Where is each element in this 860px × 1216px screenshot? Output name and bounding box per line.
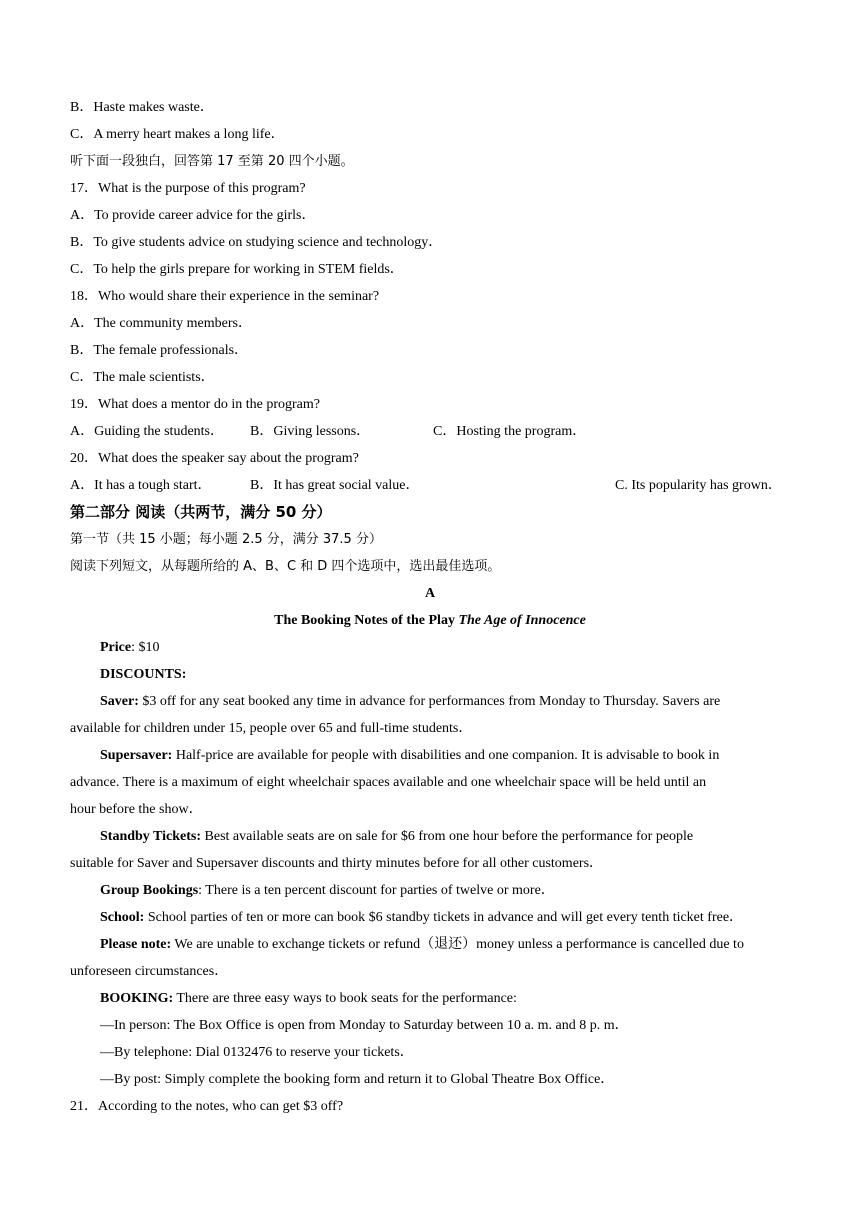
booking-text: There are three easy ways to book seats for the performance: — [173, 991, 517, 1006]
note-line-1 — [100, 936, 744, 954]
section-subtitle: 第一节（共 15 小题；每小题 2.5 分，满分 37.5 分） — [70, 532, 382, 547]
supersaver-line-3: hour before the show． — [70, 802, 203, 817]
discounts-heading: DISCOUNTS: — [100, 667, 187, 682]
question-21: 21．According to the notes, who can get $3 off? — [70, 1099, 344, 1114]
q20-option-c: C. Its popularity has grown． — [615, 478, 782, 493]
booking-line — [100, 990, 517, 1008]
saver-line-2: available for children under 15, people over 65 and full-time students． — [70, 721, 473, 736]
passage-title-play: The Age of Innocence — [458, 613, 586, 628]
standby-line-2: suitable for Saver and Supersaver discounts and thirty minutes before for all other customers． — [70, 856, 604, 871]
saver-label: Saver: — [100, 694, 139, 709]
question-17: 17．What is the purpose of this program? — [70, 181, 306, 196]
question-20: 20．What does the speaker say about the program? — [70, 451, 359, 466]
saver-text: $3 off for any seat booked any time in advance for performances from Monday to Thursday. Savers are — [138, 694, 721, 709]
question-19: 19．What does a mentor do in the program? — [70, 397, 320, 412]
q18-option-c: C．The male scientists． — [70, 370, 215, 385]
group-text: : There is a ten percent discount for parties of twelve or more． — [198, 883, 555, 898]
booking-label: BOOKING: — [100, 991, 174, 1006]
q19-option-c: C．Hosting the program． — [433, 424, 587, 439]
group-line — [100, 882, 555, 900]
supersaver-line-2: advance. There is a maximum of eight wheelchair spaces available and one wheelchair space will be held until an — [70, 775, 707, 790]
group-label: Group Bookings — [100, 883, 199, 898]
price-label: Price — [100, 640, 132, 655]
passage-letter: A — [424, 586, 436, 601]
q17-option-b: B．To give students advice on studying science and technology． — [70, 235, 443, 250]
booking-way-in-person: —In person: The Box Office is open from Monday to Saturday between 10 a. m. and 8 p. m． — [100, 1018, 629, 1033]
q18-option-b: B．The female professionals． — [70, 343, 249, 358]
q20-option-a: A．It has a tough start． — [70, 478, 212, 493]
note-line-2: unforeseen circumstances． — [70, 964, 229, 979]
supersaver-label: Supersaver: — [100, 748, 173, 763]
listening-instruction: 听下面一段独白，回答第 17 至第 20 四个小题。 — [70, 154, 354, 169]
q19-option-a: A．Guiding the students． — [70, 424, 224, 439]
supersaver-text: Half-price are available for people with disabilities and one companion. It is advisable to book in — [172, 748, 720, 763]
standby-line-1 — [100, 828, 693, 846]
q19-option-b: B．Giving lessons． — [250, 424, 371, 439]
question-18: 18．Who would share their experience in the seminar? — [70, 289, 380, 304]
booking-way-telephone: —By telephone: Dial 0132476 to reserve your tickets． — [100, 1045, 414, 1060]
section-title: 第二部分 阅读（共两节，满分 50 分） — [70, 503, 332, 521]
reading-instruction: 阅读下列短文，从每题所给的 A、B、C 和 D 四个选项中，选出最佳选项。 — [70, 559, 501, 574]
price-value: : $10 — [131, 640, 160, 655]
school-label: School: — [100, 910, 145, 925]
note-text: We are unable to exchange tickets or refund（退还）money unless a performance is cancelled due to — [171, 937, 744, 952]
supersaver-line-1 — [100, 747, 719, 765]
passage-title-prefix: The Booking Notes of the Play — [274, 613, 459, 628]
school-line — [100, 909, 743, 927]
q17-option-c: C．To help the girls prepare for working in STEM fields． — [70, 262, 404, 277]
school-text: School parties of ten or more can book $6 standby tickets in advance and will get every tenth ticket free． — [144, 910, 744, 925]
saver-line-1 — [100, 693, 720, 711]
q17-option-a: A．To provide career advice for the girls． — [70, 208, 316, 223]
q16-option-b: B．Haste makes waste． — [70, 100, 214, 115]
q20-option-b: B．It has great social value． — [250, 478, 420, 493]
note-label: Please note: — [100, 937, 172, 952]
q16-option-c: C．A merry heart makes a long life． — [70, 127, 285, 142]
standby-text: Best available seats are on sale for $6 from one hour before the performance for people — [201, 829, 694, 844]
passage-title — [0, 612, 860, 630]
booking-way-post: —By post: Simply complete the booking form and return it to Global Theatre Box Office． — [100, 1072, 615, 1087]
standby-label: Standby Tickets: — [100, 829, 202, 844]
price-line — [100, 639, 159, 657]
q18-option-a: A．The community members． — [70, 316, 252, 331]
